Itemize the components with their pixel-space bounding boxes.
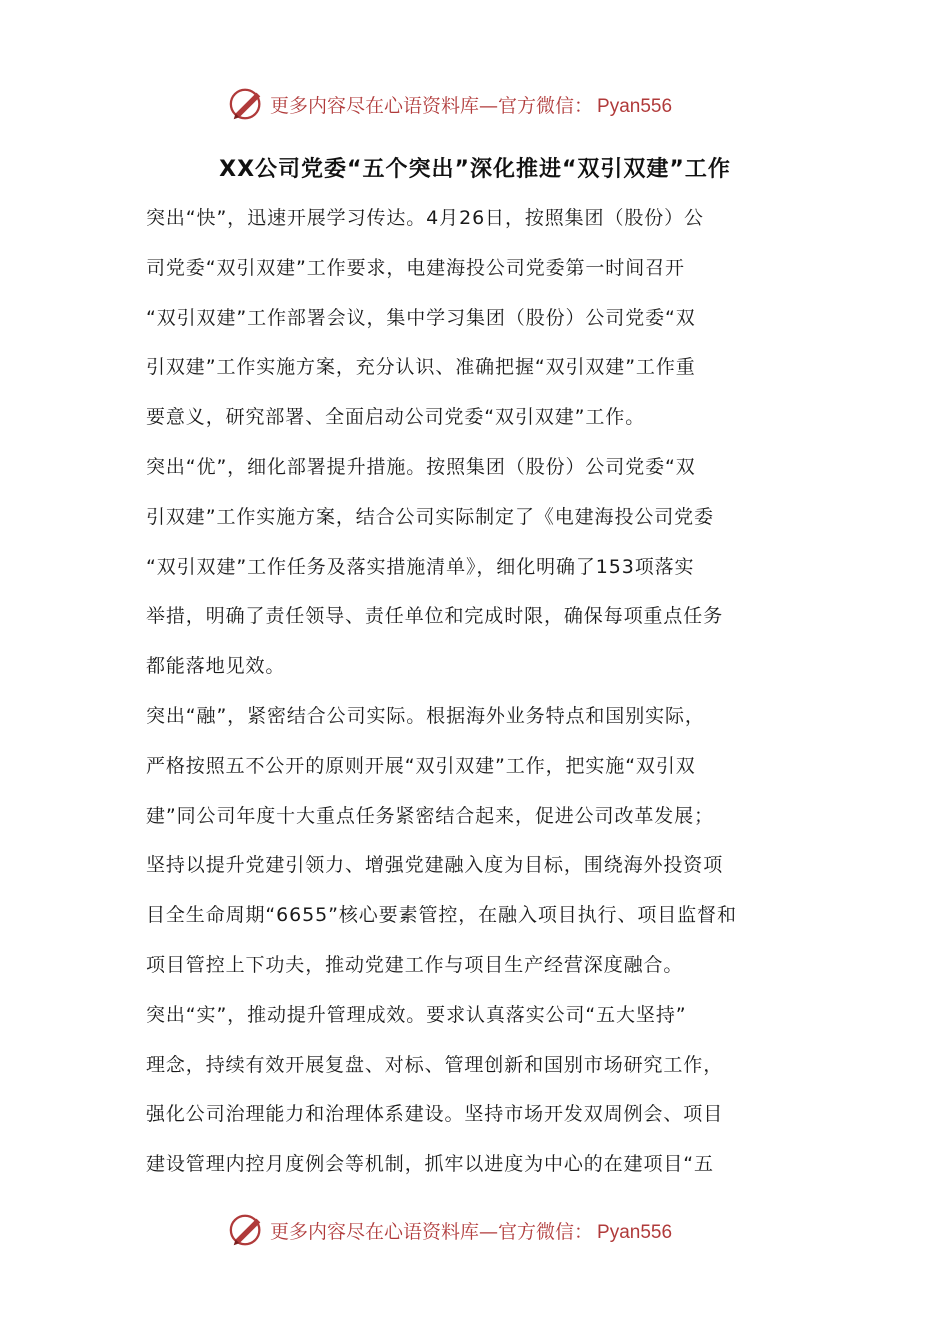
watermark-text	[270, 1217, 672, 1244]
watermark-label: 更多内容尽在心语资料库—官方微信：	[270, 1220, 594, 1243]
wechat-id: Pyan556	[597, 95, 673, 117]
document-title: XX公司党委“五个突出”深化推进“双引双建”工作	[219, 157, 731, 182]
document-body	[146, 194, 806, 1190]
paragraph-you: 突出“优”，细化部署提升措施。按照集团（股份）公司党委“双 引双建”工作实施方案，结合公司实际制定了《电建海投公司党委 “双引双建”工作任务及落实措施清单》，细化明确了153项落实 举措，明确了责任领导、责任单位和完成时限，确保每项重点任务 都能落地见效。	[146, 455, 724, 678]
wechat-id: Pyan556	[597, 1221, 673, 1243]
pen-logo-icon	[228, 1211, 266, 1249]
footer-watermark	[228, 1210, 728, 1250]
paragraph-kuai: 突出“快”，迅速开展学习传达。4月26日，按照集团（股份）公 司党委“双引双建”工作要求，电建海投公司党委第一时间召开 “双引双建”工作部署会议，集中学习集团（股份）公司党委“双 引双建”工作实施方案，充分认识、准确把握“双引双建”工作重 要意义，研究部署、全面启动公司党委“双引双建”工作。	[146, 207, 704, 429]
header-watermark	[228, 84, 728, 124]
watermark-label: 更多内容尽在心语资料库—官方微信：	[270, 94, 594, 117]
paragraph-rong: 突出“融”，紧密结合公司实际。根据海外业务特点和国别实际， 严格按照五不公开的原则开展“双引双建”工作，把实施“双引双 建”同公司年度十大重点任务紧密结合起来，促进公司改革发展； 坚持以提升党建引领力、增强党建融入度为目标，围绕海外投资项 目全生命周期“6655”核心要素管控，在融入项目执行、项目监督和 项目管控上下功夫，推动党建工作与项目生产经营深度融合。	[146, 704, 737, 976]
pen-logo-icon	[228, 85, 266, 123]
watermark-text	[270, 91, 672, 118]
paragraph-shi: 突出“实”，推动提升管理成效。要求认真落实公司“五大坚持” 理念，持续有效开展复盘、对标、管理创新和国别市场研究工作， 强化公司治理能力和治理体系建设。坚持市场开发双周例会、项目 建设管理内控月度例会等机制，抓牢以进度为中心的在建项目“五	[146, 1003, 724, 1176]
